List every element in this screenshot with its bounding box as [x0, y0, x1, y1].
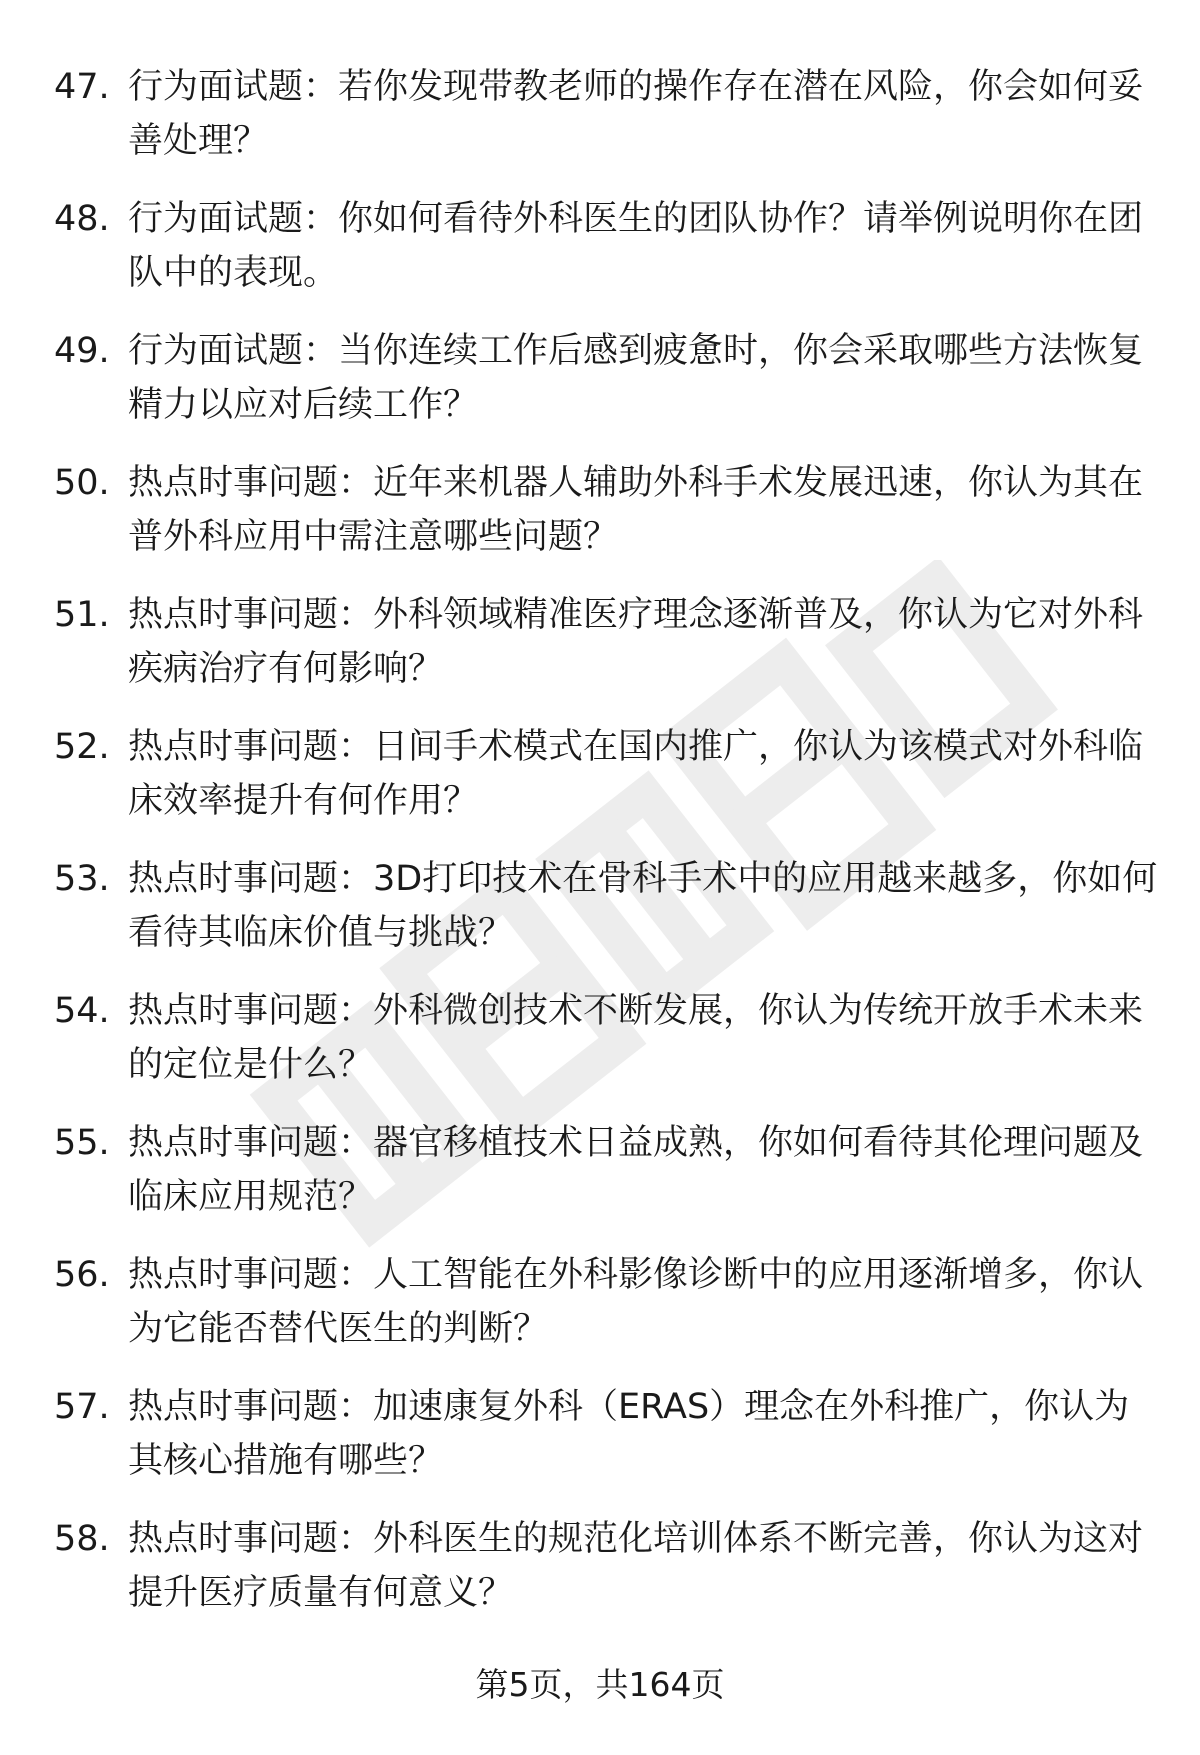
question-number: 55. [54, 1123, 110, 1163]
question-number: 48. [54, 199, 110, 239]
question-item [0, 588, 1200, 720]
question-number: 58. [54, 1519, 110, 1559]
question-text: 热点时事问题：外科领域精准医疗理念逐渐普及，你认为它对外科疾病治疗有何影响？ [128, 595, 1144, 689]
question-item [0, 192, 1200, 324]
question-text: 行为面试题：当你连续工作后感到疲惫时，你会采取哪些方法恢复精力以应对后续工作？ [128, 331, 1144, 425]
page-footer: 第5页，共164页 [475, 1665, 725, 1704]
question-text: 热点时事问题：日间手术模式在国内推广，你认为该模式对外科临床效率提升有何作用？ [128, 727, 1144, 821]
question-item [0, 324, 1200, 456]
question-number: 53. [54, 859, 110, 899]
question-text: 热点时事问题：近年来机器人辅助外科手术发展迅速，你认为其在普外科应用中需注意哪些问题？ [128, 463, 1144, 557]
question-number: 50. [54, 463, 110, 503]
question-text: 热点时事问题：外科微创技术不断发展，你认为传统开放手术未来的定位是什么？ [128, 991, 1144, 1085]
question-item [0, 60, 1200, 192]
question-number: 52. [54, 727, 110, 767]
question-item [0, 1380, 1200, 1512]
question-item [0, 456, 1200, 588]
question-number: 57. [54, 1387, 110, 1427]
question-item [0, 720, 1200, 852]
question-text: 热点时事问题：加速康复外科（ERAS）理念在外科推广，你认为其核心措施有哪些？ [128, 1387, 1130, 1481]
question-item [0, 852, 1200, 984]
question-text: 热点时事问题：3D打印技术在骨科手术中的应用越来越多，你如何看待其临床价值与挑战？ [128, 859, 1158, 953]
question-number: 51. [54, 595, 110, 635]
question-list [0, 60, 1200, 1644]
question-text: 行为面试题：你如何看待外科医生的团队协作？请举例说明你在团队中的表现。 [128, 199, 1144, 293]
question-item [0, 1116, 1200, 1248]
question-item [0, 984, 1200, 1116]
question-number: 49. [54, 331, 110, 371]
question-item [0, 1248, 1200, 1380]
question-text: 热点时事问题：器官移植技术日益成熟，你如何看待其伦理问题及临床应用规范？ [128, 1123, 1144, 1217]
question-number: 47. [54, 67, 110, 107]
question-text: 热点时事问题：外科医生的规范化培训体系不断完善，你认为这对提升医疗质量有何意义？ [128, 1519, 1144, 1613]
question-number: 56. [54, 1255, 110, 1295]
question-text: 热点时事问题：人工智能在外科影像诊断中的应用逐渐增多，你认为它能否替代医生的判断？ [128, 1255, 1144, 1349]
question-text: 行为面试题：若你发现带教老师的操作存在潜在风险，你会如何妥善处理？ [128, 67, 1144, 161]
question-item [0, 1512, 1200, 1644]
question-number: 54. [54, 991, 110, 1031]
